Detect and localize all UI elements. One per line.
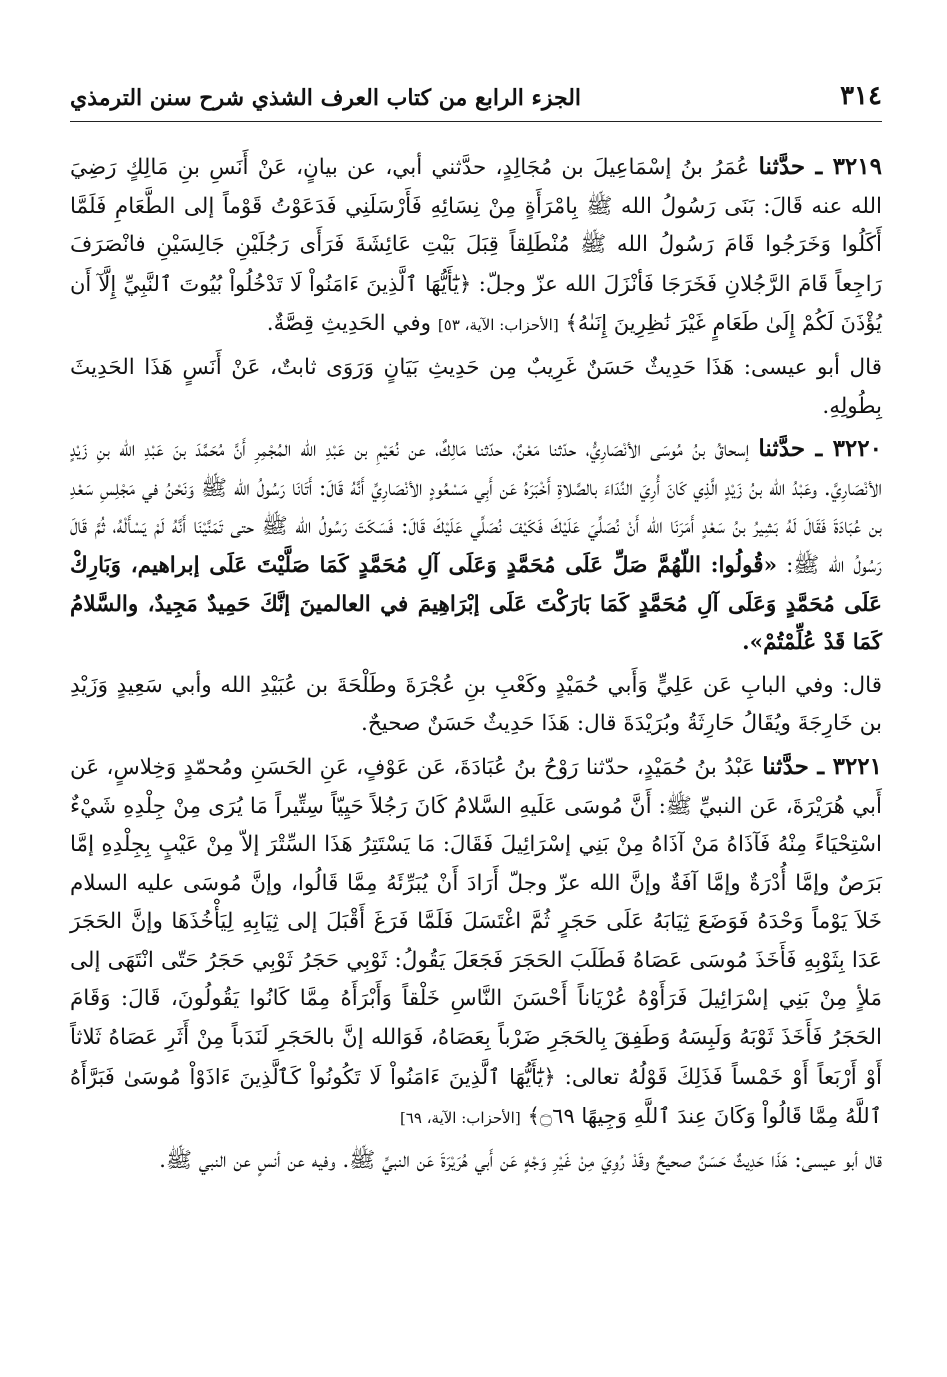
verse-reference: [الأحزاب: الآية، ٥٣] [437, 316, 559, 335]
hadith-text: إسحاقُ بنُ مُوسَى الأنْصَارِيُّ، حدّثنا مَعْنٌ، حدّثنا مَالِكٌ، عن نُعَيْمِ بن عَبْدِ الله المُجْمِرِ أَنَّ مُحَمَّدَ بنَ عَبْدِ الله بنِ زَيْدٍ الأنْصَارِيَّ. وعَبْدُ الله بنُ زَيْدٍ الَّذِي كَانَ أُرِيَ النِّدَاءَ بالصَّلاةِ أَخْبَرَهُ عَن أَبِي مَسْعُودٍ الأنْصَارِيِّ أَنَّهُ قَالَ: أَتَانَا رَسُولُ الله ﷺ وَنَحْنُ في مَجْلِسِ سَعْدِ بن عُبَادَةَ فَقَالَ لَهُ بَشِيرُ بنُ سَعْدٍ أَمَرَنَا الله أَنْ نُصَلِّيَ عَلَيْكَ فَكَيْفَ نُصَلِّي عَلَيْكَ قَالَ: فَسَكَتَ رَسُولُ الله ﷺ حتى تَمَنَّيْنَا أَنَّهُ لَمْ يَسْأَلْهُ، ثُمَّ قَالَ رَسُولُ الله ﷺ: [70, 437, 882, 578]
page-number: ٣١٤ [840, 81, 882, 111]
hadith-number: ٣٢٢١ ـ حدَّثنا [762, 752, 883, 780]
hadith-note: وفي الحَدِيثِ قِصَّةٌ. [266, 311, 432, 337]
hadith-text: عُمَرُ بنُ إسْمَاعِيلَ بن مُجَالِدٍ، حدَّثني أبي، عن بيانٍ، عَنْ أَنَسِ بنِ مَالِكٍ رَضِيَ الله عنه قَالَ: بَنَى رَسُولُ الله ﷺ بِامْرَأَةٍ مِنْ نِسَائِهِ فَأَرْسَلَنِي فَدَعَوْتُ قَوْماً إلى الطَّعَامِ فَلَمَّا أَكَلُوا وَخَرَجُوا قَامَ رَسُولُ الله ﷺ مُنْطَلِقاً قِبَلَ بَيْتِ عَائِشَةَ فَرَأَى رَجُلَيْنِ جَالِسَيْنِ فانْصَرَفَ رَاجِعاً قَامَ الرَّجُلانِ فَخَرَجَا فَأنْزَلَ الله عزّ وجلّ: [70, 155, 882, 297]
commentary-3220: قال: وفي البابِ عَن عَلِيٍّ وَأَبي حُمَيْدٍ وكَعْبِ بنِ عُجْرَةَ وطَلْحَةَ بن عُبَيْدِ الله وأبي سَعِيدٍ وَزَيْدِ بن خَارِجَةَ ويُقَالُ حَارِثَةُ وبُرَيْدَةَ قال: هَذَا حَدِيثٌ حَسَنٌ صحيحٌ. [70, 672, 882, 737]
hadith-text: عَبْدُ بنُ حُمَيْدٍ، حدّثنا رَوْحُ بنُ عُبَادَةَ، عَن عَوْفٍ، عَنِ الحَسَنِ ومُحمّدٍ وَخِلاسٍ، عَن أَبي هُرَيْرَةَ، عَن النبيِّ ﷺ: أَنَّ مُوسَى عَلَيهِ السَّلامُ كَانَ رَجُلاً حَيِيّاً سِتِّيراً مَا يُرَى مِنْ جِلْدِهِ شَيْءٌ اسْتِحْيَاءً مِنْهُ فَآذَاهُ مَنْ آذَاهُ مِنْ بَنِي إسْرَائِيلَ فَقَالَ: مَا يَسْتَتِرُ هَذَا السِّتْرَ إلاّ مِنْ عَيْبٍ بِجِلْدِهِ إمَّا بَرَصٌ وإمَّا أُدْرَةٌ وإمَّا آفَةٌ وإنَّ الله عزّ وجلّ أَرَادَ أَنْ يُبَرِّئَهُ مِمَّا قَالُوا، وإنَّ مُوسَى عليه السلام خَلاَ يَوْماً وَحْدَهُ فَوَضَعَ ثِيَابَهُ عَلَى حَجَرٍ ثُمَّ اغْتَسَلَ فَلَمَّا فَرَغَ أَقْبَلَ إلى ثِيَابِهِ لِيَأْخُذَهَا وإنَّ الحَجَرَ عَدَا بِثَوْبِهِ فَأَخَذَ مُوسَى عَصَاهُ فَطَلَبَ الحَجَرَ فَجَعَلَ يَقُولُ: ثَوْبِي حَجَرُ ثَوْبِي حَجَرُ حَتّى انْتَهَى إلى مَلأٍ مِنْ بَنِي إسْرَائِيلَ فَرَأَوْهُ عُرْيَاناً أَحْسَنَ النَّاسِ خَلْقاً وَأَبْرَأَهُ مِمَّا كَانُوا يَقُولُونَ، قَالَ: وَقَامَ الحَجَرُ فَأَخَذَ ثَوْبَهُ وَلَبِسَهُ وَطَفِقَ بِالحَجَرِ ضَرْباً بِعَصَاهُ، فَوَالله إنَّ بالحَجَرِ لَنَدَباً مِنْ أَثَرِ عَصَاهُ ثَلاثاً أَوْ أَرْبَعاً أَوْ خَمْساً فَذَلِكَ قَوْلُهُ تعالى: [70, 754, 883, 1090]
running-header [70, 64, 882, 122]
page-content [70, 122, 882, 1180]
commentary-3219: قال أبو عيسى: هَذَا حَدِيثٌ حَسَنٌ غَرِيبٌ مِن حَدِيثِ بَيَانٍ وَرَوَى ثابتٌ، عَنْ أَنَسٍ هَذَا الحَدِيثَ بِطُولِهِ. [70, 354, 882, 419]
prayer-text: «قُولُوا: اللّهُمَّ صَلِّ عَلَى مُحَمَّدٍ وَعَلَى آلِ مُحَمَّدٍ كَمَا صَلَّيْتَ عَلَى إبراهيم، وَبَارِكْ عَلَى مُحَمَّدٍ وَعَلَى آلِ مُحَمَّدٍ كَمَا بَارَكْتَ عَلَى إبْرَاهِيمَ في العالمينَ إنَّكَ حَمِيدٌ مَجِيدٌ، والسَّلامُ كَمَا قَدْ عُلِّمْتُمْ». [70, 552, 882, 656]
hadith-3221 [70, 748, 882, 1138]
commentary-3221: قال أبو عيسى: هَذَا حَدِيثٌ حَسَنٌ صحيحٌ وقَدْ رُوِيَ مِنْ غَيْرِ وَجْهٍ عَن أَبي هُرَيْرَةَ عَن النبيِّ ﷺ. وفيه عن أنسٍ عن النبي ﷺ. [159, 1147, 882, 1173]
hadith-3220 [70, 430, 882, 663]
quran-verse: ﴿يَٰٓأَيُّهَا ٱلَّذِينَ ءَامَنُواْ لَا تَدْخُلُواْ بُيُوتَ ٱلنَّبِيِّ إِلَّآ أَن يُؤْذَنَ لَكُمْ إِلَىٰ طَعَامٍ غَيْرَ نَٰظِرِينَ إِنَىٰهُ﴾ [70, 271, 882, 336]
verse-reference: [الأحزاب: الآية، ٦٩] [399, 1109, 521, 1128]
hadith-number: ٣٢١٩ ـ حدَّثنا [758, 153, 882, 180]
hadith-number: ٣٢٢٠ ـ حدَّثنا [758, 435, 882, 463]
quran-verse: ﴿يَٰٓأَيُّهَا ٱلَّذِينَ ءَامَنُواْ لَا تَكُونُواْ كَٱلَّذِينَ ءَاذَوْاْ مُوسَىٰ فَبَرَّأَهُ ٱللَّهُ مِمَّا قَالُواْ وَكَانَ عِندَ ٱللَّهِ وَجِيهًا ۝٦٩﴾ [70, 1064, 882, 1129]
book-page [70, 64, 882, 1354]
book-title: الجزء الرابع من كتاب العرف الشذي شرح سنن الترمذي [70, 85, 582, 111]
hadith-3219 [70, 148, 882, 345]
